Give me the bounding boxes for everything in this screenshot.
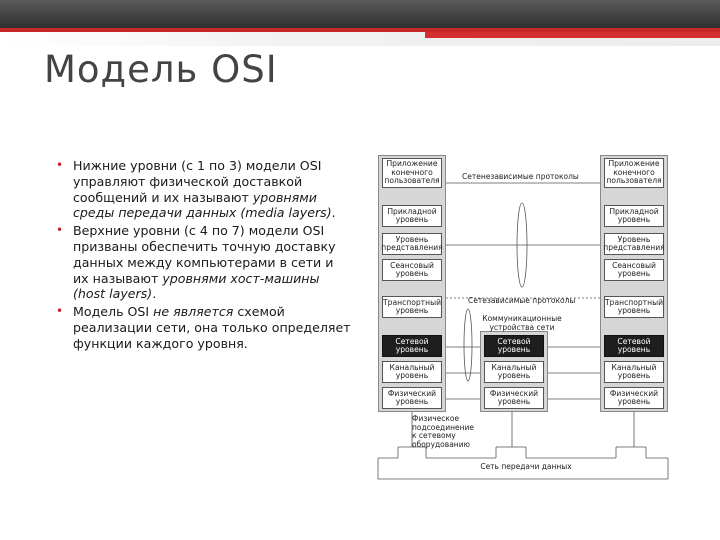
- bullet-text: .: [331, 205, 336, 221]
- middle-layer-box: Физический уровень: [484, 387, 544, 409]
- left-layer-box: Сетевой уровень: [382, 335, 442, 357]
- right-layer-box: Прикладной уровень: [604, 205, 664, 227]
- bullet-item: [56, 158, 352, 221]
- bullet-emphasis: уровнями среды передачи данных (media layers): [73, 189, 332, 221]
- right-layer-box: Физический уровень: [604, 387, 664, 409]
- bullet-text: .: [152, 286, 157, 302]
- middle-layer-box: Канальный уровень: [484, 361, 544, 383]
- left-layer-box: Уровень представления: [382, 233, 442, 255]
- comm-devices-label: Коммуникационные устройства сети: [482, 314, 562, 332]
- left-layer-box: Канальный уровень: [382, 361, 442, 383]
- bullet-item: [56, 223, 352, 302]
- bullet-emphasis: не является: [153, 304, 234, 320]
- left-layer-box: Физический уровень: [382, 387, 442, 409]
- middle-layer-box: Сетевой уровень: [484, 335, 544, 357]
- bullet-list: [56, 158, 352, 354]
- left-layer-box: Прикладной уровень: [382, 205, 442, 227]
- left-layer-box: Приложение конечного пользователя: [382, 158, 442, 188]
- bullet-text: Нижние уровни (с 1 по 3) модели OSI управляют физической доставкой сообщений и их называют: [73, 158, 322, 205]
- left-layer-box: Сеансовый уровень: [382, 259, 442, 281]
- right-layer-box: Сетевой уровень: [604, 335, 664, 357]
- bullet-emphasis: уровнями хост-машины (host layers): [73, 270, 320, 302]
- right-layer-box: Приложение конечного пользователя: [604, 158, 664, 188]
- slide-title: Модель OSI: [44, 48, 278, 91]
- right-layer-box: Транспортный уровень: [604, 296, 664, 318]
- network-label: Сеть передачи данных: [480, 462, 572, 471]
- lens-lower: [464, 309, 472, 381]
- network-independent-label: Сетенезависимые протоколы: [462, 172, 579, 181]
- right-layer-box: Уровень представления: [604, 233, 664, 255]
- network-dependent-label: Сетезависимые протоколы: [468, 296, 576, 305]
- bullet-marker: •: [56, 158, 64, 172]
- accent-line-right: [425, 32, 720, 38]
- left-layer-box: Транспортный уровень: [382, 296, 442, 318]
- bullet-text: схемой реализации сети, она только определяет функции каждого уровня.: [73, 304, 351, 351]
- right-layer-box: Канальный уровень: [604, 361, 664, 383]
- bullet-marker: •: [56, 223, 64, 238]
- bullet-text: Верхние уровни (с 4 по 7) модели OSI призваны обеспечить точную доставку данных между компьютерами в сети и их называют: [73, 223, 336, 286]
- header-decoration: [0, 28, 720, 50]
- physical-connection-label: Физическое подсоединение к сетевому оборудованию: [412, 414, 474, 449]
- right-layer-box: Сеансовый уровень: [604, 259, 664, 281]
- osi-diagram: [376, 153, 676, 483]
- bullet-item: [56, 304, 352, 351]
- bullet-text: Модель OSI: [73, 304, 154, 320]
- bullet-marker: •: [56, 304, 64, 319]
- top-bar: [0, 0, 720, 28]
